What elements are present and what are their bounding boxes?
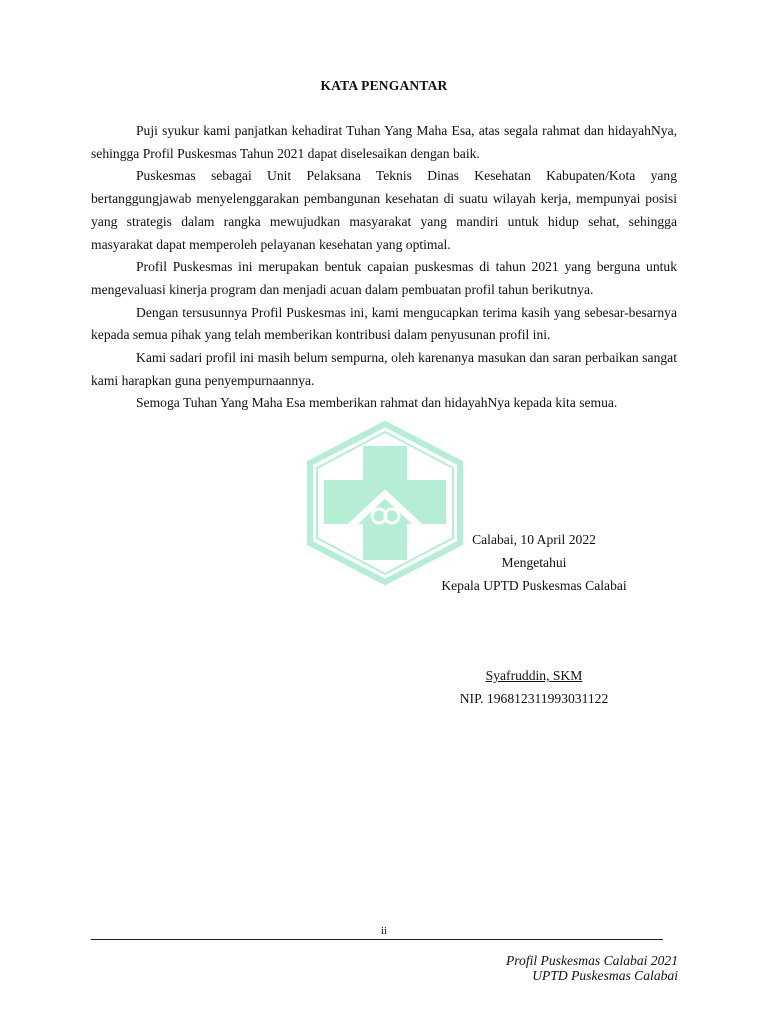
paragraph-6: Semoga Tuhan Yang Maha Esa memberikan rahmat dan hidayahNya kepada kita semua. xyxy=(136,395,618,411)
page-number: ii xyxy=(380,925,388,937)
paragraph-2: Puskesmas sebagai Unit Pelaksana Teknis Dinas Kesehatan Kabupaten/Kota yang bertanggungjawab menyelenggarakan pembangunan kesehatan di suatu wilayah kerja, mempunyai posisi yang strategis dalam rangka mewujudkan masyarakat yang mandiri untuk hidup sehat, sehingga masyarakat dapat memperoleh pelayanan kesehatan yang optimal. xyxy=(91,168,677,252)
body-text xyxy=(91,120,677,415)
signature-header xyxy=(420,528,648,597)
footer-line-2: UPTD Puskesmas Calabai xyxy=(532,968,678,983)
paragraph-1: Puji syukur kami panjatkan kehadirat Tuhan Yang Maha Esa, atas segala rahmat dan hidayahNya, sehingga Profil Puskesmas Tahun 2021 dapat diselesaikan dengan baik. xyxy=(91,123,677,161)
paragraph-4: Dengan tersusunnya Profil Puskesmas ini, kami mengucapkan terima kasih yang sebesar-besarnya kepada semua pihak yang telah memberikan kontribusi dalam penyusunan profil ini. xyxy=(91,304,677,343)
signature-footer xyxy=(420,664,648,710)
paragraph-3: Profil Puskesmas ini merupakan bentuk capaian puskesmas di tahun 2021 yang berguna untuk mengevaluasi kinerja program dan menjadi acuan dalam pembuatan profil tahun berikutnya. xyxy=(91,259,677,297)
signer-nip: NIP. 196812311993031122 xyxy=(459,691,609,706)
page-title: KATA PENGANTAR xyxy=(320,78,448,93)
place-date: Calabai, 10 April 2022 xyxy=(472,532,596,547)
footer-text xyxy=(506,953,678,983)
paragraph-5: Kami sadari profil ini masih belum sempurna, oleh karenanya masukan dan saran perbaikan sangat kami harapkan guna penyempurnaannya. xyxy=(91,350,677,388)
signer-name: Syafruddin, SKM xyxy=(485,668,583,683)
footer-divider xyxy=(91,939,663,940)
signer-position: Kepala UPTD Puskesmas Calabai xyxy=(441,578,627,593)
footer-line-1: Profil Puskesmas Calabai 2021 xyxy=(505,953,678,968)
acknowledged-label: Mengetahui xyxy=(501,555,567,570)
